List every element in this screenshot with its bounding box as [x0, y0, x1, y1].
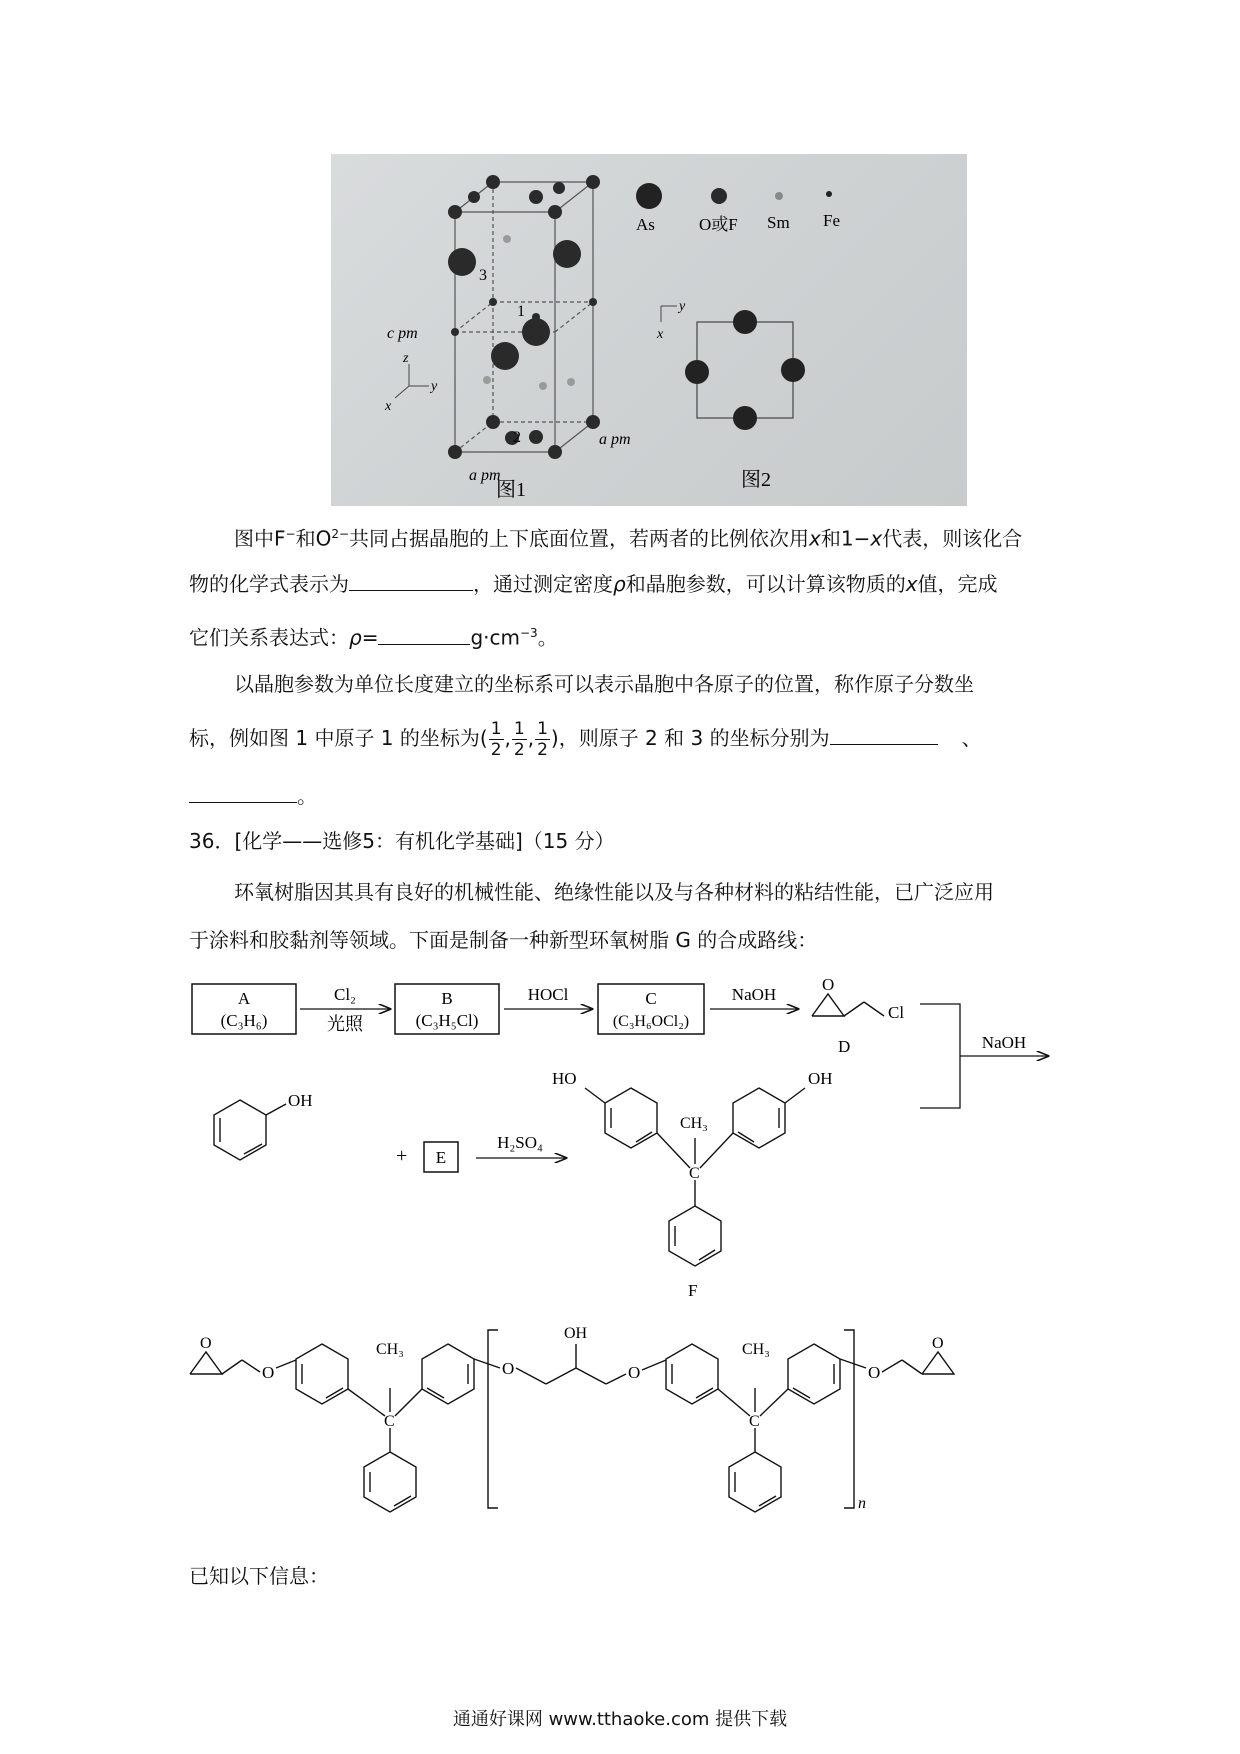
g-ether-o1: O: [262, 1363, 275, 1382]
question-36-title: 36．[化学——选修5：有机化学基础]（15 分）: [189, 829, 615, 853]
c-pm-label: c pm: [387, 325, 418, 342]
label-A: A: [237, 989, 251, 1008]
g-repeat-n: n: [858, 1495, 866, 1512]
plus-sign: +: [396, 1145, 408, 1167]
fig2-axes-icon: [661, 306, 677, 322]
density-blank[interactable]: [378, 624, 470, 645]
label-E: E: [435, 1148, 447, 1167]
legend-o-or-f: O或F: [699, 215, 738, 234]
label-B: B: [441, 989, 453, 1008]
formula-B: (C₃H₅Cl): [415, 1011, 479, 1030]
page-footer: 通通好课网 www.tthaoke.com 提供下载: [452, 1709, 788, 1730]
para-line-6: 。: [189, 782, 317, 810]
axis-x: x: [385, 399, 392, 414]
g-ch3-1: CH₃: [376, 1341, 404, 1358]
reagent-naoh-2: NaOH: [981, 1033, 1027, 1052]
f-oh: OH: [808, 1069, 833, 1088]
axes-icon: [395, 364, 429, 398]
reagent-h2so4: H₂SO₄: [497, 1133, 543, 1152]
question-36-line-2: 于涂料和胶黏剂等领域。下面是制备一种新型环氧树脂 G 的合成路线：: [189, 928, 818, 952]
para-line-4: 以晶胞参数为单位长度建立的坐标系可以表示晶胞中各原子的位置，称作原子分数坐: [234, 672, 974, 696]
phenol-oh: OH: [288, 1091, 313, 1110]
fig2-atoms: [685, 310, 805, 430]
legend-sm: Sm: [767, 213, 790, 232]
compound-G: [190, 1330, 954, 1512]
legend-as: As: [636, 215, 655, 234]
legend-fe: Fe: [823, 211, 840, 230]
legend: [636, 183, 832, 209]
synthesis-scheme: [180, 968, 1080, 1618]
f-ho: HO: [552, 1069, 577, 1088]
a-pm-bottom-label: a pm: [469, 467, 501, 484]
g-epoxide-o-left: O: [200, 1335, 212, 1352]
atom2-coord-blank[interactable]: [830, 724, 938, 745]
atom3-coord-blank[interactable]: [189, 782, 297, 803]
condition-light: 光照: [327, 1014, 363, 1034]
question-36-line-1: 环氧树脂因其具有良好的机械性能、绝缘性能以及与各种材料的粘结性能，已广泛应用: [234, 880, 994, 904]
g-central-c1: C: [384, 1413, 395, 1430]
reagent-naoh-1: NaOH: [731, 985, 777, 1004]
g-ether-o3: O: [628, 1363, 641, 1382]
para-line-5: 标，例如图 1 中原子 1 的坐标为( $\frac{1}{2}$ , $\frac{1}{2}$ , $\frac{1}{2}$ )，则原子 2 和 3 的坐标分别为 、: [189, 719, 982, 760]
fig2-axis-x: x: [657, 327, 664, 342]
atom2-label: 2: [513, 429, 521, 446]
a-pm-side-label: a pm: [599, 431, 631, 448]
label-F: F: [688, 1281, 698, 1300]
g-epoxide-o-right: O: [932, 1335, 944, 1352]
atom1-label: 1: [517, 303, 525, 320]
crystal-cell-drawing: [331, 154, 967, 506]
fig2-square: [697, 322, 793, 418]
known-info-heading: 已知以下信息：: [189, 1564, 329, 1588]
compound-phenol: [214, 1100, 286, 1160]
reagent-hocl: HOCl: [527, 985, 569, 1004]
formula-C: (C₃H₆OCl₂): [612, 1013, 690, 1030]
axis-z: z: [403, 351, 409, 366]
caption-fig1: 图1: [496, 479, 526, 501]
g-hydroxyl: OH: [564, 1325, 588, 1342]
label-C: C: [645, 989, 657, 1008]
g-ether-o4: O: [868, 1363, 881, 1382]
reagent-cl2: Cl₂: [334, 985, 356, 1004]
atom3-label: 3: [479, 267, 487, 284]
f-central-c: C: [689, 1165, 700, 1182]
d-oxygen: O: [822, 975, 835, 994]
formula-A: (C₃H₆): [220, 1011, 268, 1030]
para-line-2: 物的化学式表示为 ，通过测定密度ρ和晶胞参数，可以计算该物质的x值，完成: [189, 572, 998, 596]
compound-D: [812, 994, 884, 1016]
g-central-c2: C: [749, 1413, 760, 1430]
formula-blank[interactable]: [349, 570, 473, 591]
caption-fig2: 图2: [741, 469, 771, 491]
label-D: D: [838, 1037, 851, 1056]
crystal-cell-figure: [331, 154, 967, 506]
f-ch3: CH₃: [680, 1115, 708, 1132]
fig2-axis-y: y: [679, 299, 686, 314]
axis-y: y: [431, 379, 438, 394]
g-ether-o2: O: [502, 1359, 515, 1378]
d-chlorine: Cl: [888, 1003, 905, 1022]
para-line-1: 图中F−和$O^{2-}$共同占据晶胞的上下底面位置，若两者的比例依次用x和1−x代表，则该化合: [234, 526, 1023, 551]
g-ch3-2: CH₃: [742, 1341, 770, 1358]
para-line-3: 它们关系表达式：$\rho= g\cdot cm^{-3}$。: [189, 625, 558, 650]
